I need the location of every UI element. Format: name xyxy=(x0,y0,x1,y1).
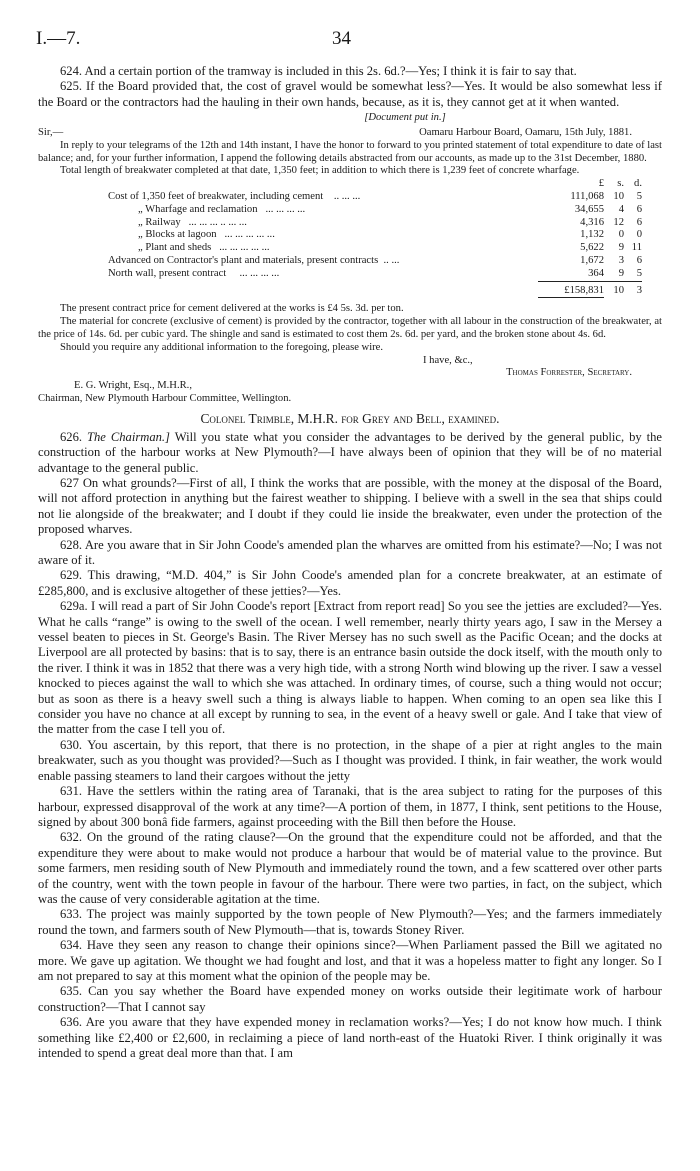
question-paragraph: 627 On what grounds?—First of all, I think the works that are possible, with the money at the disposal of the Board, will not afford protection in anything but the fairest weather to shipping. I believe with a swell in the sea that ships could not lie alongside of the breakwater; and I doubt if they could lie inside the breakwater, even under the protection of the proposed wharves. xyxy=(38,475,662,537)
question-paragraph: 636. Are you aware that they have expended money in reclamation works?—Yes; I do not know how much. I think something like £2,400 or £2,600, in reclaiming a piece of land north-east of the Huatoki River. I think originally it was intended to spend a great deal more than that. I am xyxy=(38,1015,662,1060)
letter-closing: I have, &c., xyxy=(423,354,473,366)
letter-paragraph: The present contract price for cement delivered at the works is £4 5s. 3d. per ton. xyxy=(60,303,404,315)
cost-row: „ Blocks at lagoon ... ... ... ... ... 1,132 0 0 xyxy=(138,229,642,241)
cost-row: Advanced on Contractor's plant and materials, present contracts .. ... 1,672 3 6 xyxy=(108,254,642,266)
question-paragraph: 630. You ascertain, by this report, that there is no protection, in the shape of a pier at right angles to the main breakwater, such as you thought was provided?—Such as I thought was provided. I think, in fair weather, the work would enable passing steamers to land their cargoes without the jetty xyxy=(38,737,662,783)
cost-row: „ Wharfage and reclamation ... ... ... ... 34,655 4 6 xyxy=(138,203,642,215)
question-paragraph: 635. Can you say whether the Board have expended money on works outside their legitimate work of harbour construction?—That I cannot say xyxy=(38,984,662,1014)
letter-addressee: E. G. Wright, Esq., M.H.R., xyxy=(74,380,192,392)
letter-paragraph: Total length of breakwater completed at that date, 1,350 feet; in addition to which there is 1,239 feet of concrete wharfage. xyxy=(60,165,580,177)
page-body xyxy=(38,64,662,1061)
question-paragraph: 626. The Chairman.] Will you state what you consider the advantages to be derived by the general public, by the construction of the harbour works at New Plymouth?—I have always been of opinion that they will be of no material advantage to the general public. xyxy=(38,429,663,475)
letter-paragraph: In reply to your telegrams of the 12th and 14th instant, I have the honor to forward to you printed statement of total expenditure to date of last balance; and, for your further information, I append the following details abstracted from our accounts, as made up to the 31st December, 1880. xyxy=(38,139,662,164)
question-paragraph: 629a. I will read a part of Sir John Coode's report [Extract from report read] So you see the jetties are excluded?—Yes. What he calls “range” is owing to the swell of the ocean. I well remember, nearly thirty years ago, I saw in the Mersey a vessel beaten to pieces in St. George's Basin. The River Mersey has no such swell as the Pacific Ocean; and the docks at Liverpool are all protected by basins: that is to say, there is an entrance basin outside the dock itself, with the mouth only to the river. I think it was in 1852 that there was a very high tide, with a strong North wind blowing up the river. I saw a vessel knocked to pieces against the wall to which she was attached. In ordinary times, of course, such a thing would not occur; but as soon as there is a heavy swell such a thing is always liable to happen. When coming to an open sea like this I consider you have no chance at all except by running to sea, in the event of a heavy swell or gale. And I take that view of the matter from the case I tell you of. xyxy=(38,599,662,737)
letter-place-date: Oamaru Harbour Board, Oamaru, 15th July, 1881. xyxy=(419,127,632,139)
paper-reference: I.—7. xyxy=(36,28,81,49)
letter-salutation: Sir,— xyxy=(38,127,64,139)
cost-row: „ Plant and sheds ... ... ... ... ... 5,622 9 11 xyxy=(138,242,642,254)
letter-paragraph: Should you require any additional information to the foregoing, please wire. xyxy=(60,341,384,353)
cost-table-header: £ s. d. xyxy=(598,178,642,190)
cost-total-row: £158,831 10 3 xyxy=(108,281,642,298)
question-paragraph: 633. The project was mainly supported by the town people of New Plymouth?—Yes; and the farmers immediately round the town, and farmers south of New Plymouth—that is, towards Stoney River. xyxy=(38,907,663,937)
cost-row: „ Railway ... ... ... .. ... ... 4,316 12 6 xyxy=(138,216,642,228)
question-paragraph: 631. Have the settlers within the rating area of Taranaki, that is the area subject to rating for the purposes of this harbour, expressed disapproval of the work at any time?—A portion of them, in 1877, I think, sent petitions to the House, signed by about 300 bonâ fide farmers, against proceeding with the Bill then before the House. xyxy=(38,784,662,829)
question-paragraph: 629. This drawing, “M.D. 404,” is Sir John Coode's amended plan for a concrete breakwater, at an estimate of £285,800, and is exclusive altogether of these jetties?—Yes. xyxy=(38,568,663,598)
document-note: [Document put in.] xyxy=(364,112,446,124)
question-paragraph: 625. If the Board provided that, the cost of gravel would be somewhat less?—Yes. It would be also somewhat less if the Board or the contractors had the hauling in their own hands, because, as it is, they cannot get at it when wanted. xyxy=(38,79,662,109)
cost-row: North wall, present contract ... ... ... ... 364 9 5 xyxy=(108,267,642,280)
question-paragraph: 634. Have they seen any reason to change their opinions since?—When Parliament passed the Bill we agitated no more. We gave up agitation. We thought we had fought and lost, and that it was a hopeless matter to fight any longer. So I am not prepared to say at this moment what the opinion of the people may be. xyxy=(38,938,663,983)
page-number: 34 xyxy=(332,28,351,49)
letter-signatory: Thomas Forrester, Secretary. xyxy=(506,367,632,379)
letter-header xyxy=(38,127,662,140)
question-paragraph: 628. Are you aware that in Sir John Coode's amended plan the wharves are omitted from his estimate?—No; I was not aware of it. xyxy=(38,537,662,567)
question-paragraph: 632. On the ground of the rating clause?—On the ground that the expenditure could not be afforded, and that the expenditure they were about to make would not produce a harbour that would be of material value to the province. But some farmers, men residing south of New Plymouth and immediately round the town, and a few scattered over other parts of the country, went with the town people in favour of the harbour. There were two parties, in fact, on the subject, which was the cause of very considerable agitation at the time. xyxy=(38,830,663,906)
cost-table xyxy=(108,178,642,298)
letter-addressee: Chairman, New Plymouth Harbour Committee, Wellington. xyxy=(38,392,292,404)
cost-row: Cost of 1,350 feet of breakwater, including cement .. ... ... 111,068 10 5 xyxy=(108,191,642,202)
witness-heading: Colonel Trimble, M.H.R. for Grey and Bell, examined. xyxy=(200,410,500,426)
letter-paragraph: The material for concrete (exclusive of cement) is provided by the contractor, together with all labour in the construction of the breakwater, at the price of 14s. 6d. per cubic yard. The shingle and sand is estimated to cost them 2s. 6d. per yard, and the broken stone about 4s. 6d. xyxy=(38,316,662,340)
question-paragraph: 624. And a certain portion of the tramway is included in this 2s. 6d.?—Yes; I think it is fair to say that. xyxy=(60,64,577,78)
